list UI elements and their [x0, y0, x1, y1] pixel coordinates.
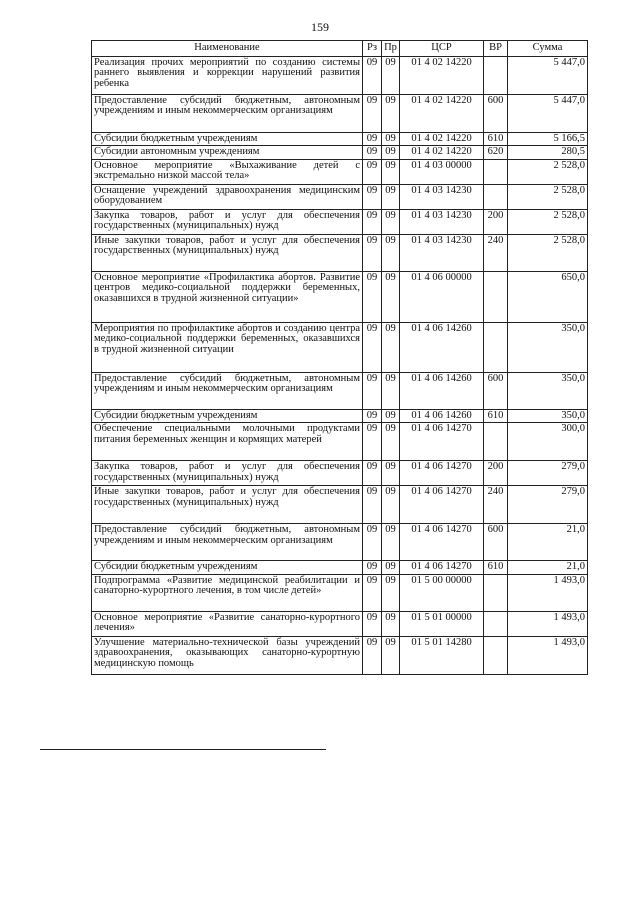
cell-vr: [484, 322, 508, 372]
column-header-sum: Сумма: [508, 41, 588, 57]
cell-csr: 01 5 01 14280: [400, 636, 484, 674]
cell-sum: 2 528,0: [508, 234, 588, 271]
cell-sum: 279,0: [508, 486, 588, 524]
table-body: [92, 56, 588, 674]
cell-rz: 09: [363, 234, 382, 271]
cell-pr: 09: [382, 636, 400, 674]
cell-pr: 09: [382, 561, 400, 575]
cell-sum: 5 447,0: [508, 56, 588, 94]
cell-pr: 09: [382, 423, 400, 461]
cell-sum: 2 528,0: [508, 209, 588, 234]
cell-csr: 01 4 06 14260: [400, 322, 484, 372]
table-row: [92, 461, 588, 486]
table-row: [92, 409, 588, 423]
table-row: [92, 636, 588, 674]
cell-rz: 09: [363, 184, 382, 209]
cell-csr: 01 4 02 14220: [400, 94, 484, 132]
cell-csr: 01 4 03 00000: [400, 159, 484, 184]
cell-csr: 01 4 06 14270: [400, 486, 484, 524]
cell-name: Основное мероприятие «Выхаживание детей с экстремально низкой массой тела»: [92, 159, 363, 184]
cell-csr: 01 5 00 00000: [400, 574, 484, 611]
cell-rz: 09: [363, 524, 382, 561]
cell-rz: 09: [363, 611, 382, 636]
cell-vr: [484, 611, 508, 636]
cell-pr: 09: [382, 486, 400, 524]
cell-sum: 1 493,0: [508, 574, 588, 611]
budget-table: [91, 40, 588, 675]
cell-name: Иные закупки товаров, работ и услуг для обеспечения государственных (муниципальных) нужд: [92, 486, 363, 524]
cell-pr: 09: [382, 574, 400, 611]
cell-pr: 09: [382, 271, 400, 322]
cell-rz: 09: [363, 561, 382, 575]
cell-name: Подпрограмма «Развитие медицинской реабилитации и санаторно-курортного лечения, в том числе детей»: [92, 574, 363, 611]
column-header-rz: Рз: [363, 41, 382, 57]
table-row: [92, 184, 588, 209]
cell-rz: 09: [363, 146, 382, 160]
table-row: [92, 372, 588, 409]
column-header-csr: ЦСР: [400, 41, 484, 57]
cell-name: Закупка товаров, работ и услуг для обеспечения государственных (муниципальных) нужд: [92, 209, 363, 234]
cell-name: Субсидии бюджетным учреждениям: [92, 409, 363, 423]
table-row: [92, 561, 588, 575]
cell-name: Закупка товаров, работ и услуг для обеспечения государственных (муниципальных) нужд: [92, 461, 363, 486]
cell-csr: 01 4 02 14220: [400, 56, 484, 94]
table-row: [92, 271, 588, 322]
table-row: [92, 146, 588, 160]
cell-pr: 09: [382, 184, 400, 209]
cell-csr: 01 4 06 14270: [400, 423, 484, 461]
cell-vr: 600: [484, 94, 508, 132]
cell-vr: 610: [484, 132, 508, 146]
cell-vr: 610: [484, 409, 508, 423]
cell-vr: 200: [484, 461, 508, 486]
table-row: [92, 322, 588, 372]
cell-vr: [484, 574, 508, 611]
cell-sum: 279,0: [508, 461, 588, 486]
cell-vr: [484, 184, 508, 209]
cell-name: Основное мероприятие «Профилактика абортов. Развитие центров медико-социальной поддержки беременных, оказавшихся в трудной жизненной ситуации»: [92, 271, 363, 322]
cell-sum: 280,5: [508, 146, 588, 160]
cell-name: Мероприятия по профилактике абортов и созданию центра медико-социальной поддержки беременных, оказавшихся в трудной жизненной ситуации: [92, 322, 363, 372]
cell-name: Субсидии бюджетным учреждениям: [92, 561, 363, 575]
cell-pr: 09: [382, 56, 400, 94]
column-header-vr: ВР: [484, 41, 508, 57]
table-row: [92, 524, 588, 561]
cell-vr: [484, 56, 508, 94]
table-row: [92, 611, 588, 636]
cell-sum: 650,0: [508, 271, 588, 322]
cell-vr: [484, 636, 508, 674]
cell-name: Субсидии бюджетным учреждениям: [92, 132, 363, 146]
column-header-name: Наименование: [92, 41, 363, 57]
cell-csr: 01 4 06 14270: [400, 524, 484, 561]
page-number: 159: [311, 20, 329, 34]
cell-name: Обеспечение специальными молочными продуктами питания беременных женщин и кормящих матерей: [92, 423, 363, 461]
cell-sum: 350,0: [508, 322, 588, 372]
cell-rz: 09: [363, 56, 382, 94]
cell-sum: 5 166,5: [508, 132, 588, 146]
cell-sum: 2 528,0: [508, 184, 588, 209]
cell-pr: 09: [382, 409, 400, 423]
table-row: [92, 56, 588, 94]
table-row: [92, 159, 588, 184]
table-header-row: [92, 41, 588, 57]
cell-vr: [484, 271, 508, 322]
cell-csr: 01 4 06 14260: [400, 372, 484, 409]
cell-pr: 09: [382, 209, 400, 234]
cell-csr: 01 4 03 14230: [400, 234, 484, 271]
cell-pr: 09: [382, 322, 400, 372]
cell-pr: 09: [382, 146, 400, 160]
bottom-rule: [40, 749, 326, 750]
cell-csr: 01 4 02 14220: [400, 146, 484, 160]
cell-rz: 09: [363, 159, 382, 184]
cell-vr: 240: [484, 486, 508, 524]
cell-rz: 09: [363, 271, 382, 322]
cell-rz: 09: [363, 132, 382, 146]
table-row: [92, 209, 588, 234]
cell-vr: 620: [484, 146, 508, 160]
cell-name: Основное мероприятие «Развитие санаторно-курортного лечения»: [92, 611, 363, 636]
cell-vr: [484, 423, 508, 461]
cell-pr: 09: [382, 611, 400, 636]
cell-rz: 09: [363, 423, 382, 461]
cell-csr: 01 4 06 14270: [400, 561, 484, 575]
cell-csr: 01 4 06 14260: [400, 409, 484, 423]
cell-vr: [484, 159, 508, 184]
cell-sum: 21,0: [508, 561, 588, 575]
cell-csr: 01 5 01 00000: [400, 611, 484, 636]
cell-sum: 350,0: [508, 409, 588, 423]
cell-rz: 09: [363, 574, 382, 611]
cell-sum: 2 528,0: [508, 159, 588, 184]
cell-csr: 01 4 03 14230: [400, 184, 484, 209]
cell-csr: 01 4 03 14230: [400, 209, 484, 234]
cell-rz: 09: [363, 209, 382, 234]
cell-name: Улучшение материально-технической базы учреждений здравоохранения, оказывающих санаторно-курортную медицинскую помощь: [92, 636, 363, 674]
cell-csr: 01 4 06 00000: [400, 271, 484, 322]
cell-pr: 09: [382, 461, 400, 486]
cell-name: Субсидии автономным учреждениям: [92, 146, 363, 160]
cell-vr: 200: [484, 209, 508, 234]
table-row: [92, 234, 588, 271]
cell-rz: 09: [363, 486, 382, 524]
cell-pr: 09: [382, 94, 400, 132]
table-row: [92, 132, 588, 146]
cell-vr: 600: [484, 524, 508, 561]
cell-sum: 5 447,0: [508, 94, 588, 132]
cell-name: Реализация прочих мероприятий по созданию системы раннего выявления и коррекции нарушений развития ребенка: [92, 56, 363, 94]
cell-vr: 610: [484, 561, 508, 575]
cell-rz: 09: [363, 372, 382, 409]
cell-sum: 350,0: [508, 372, 588, 409]
cell-vr: 240: [484, 234, 508, 271]
table-row: [92, 94, 588, 132]
cell-sum: 21,0: [508, 524, 588, 561]
cell-pr: 09: [382, 372, 400, 409]
cell-name: Предоставление субсидий бюджетным, автономным учреждениям и иным некоммерческим организациям: [92, 372, 363, 409]
column-header-pr: Пр: [382, 41, 400, 57]
cell-vr: 600: [484, 372, 508, 409]
cell-name: Оснащение учреждений здравоохранения медицинским оборудованием: [92, 184, 363, 209]
cell-sum: 300,0: [508, 423, 588, 461]
table-row: [92, 486, 588, 524]
table-row: [92, 574, 588, 611]
cell-sum: 1 493,0: [508, 611, 588, 636]
cell-rz: 09: [363, 322, 382, 372]
cell-sum: 1 493,0: [508, 636, 588, 674]
cell-name: Предоставление субсидий бюджетным, автономным учреждениям и иным некоммерческим организациям: [92, 524, 363, 561]
cell-pr: 09: [382, 159, 400, 184]
cell-pr: 09: [382, 524, 400, 561]
table-row: [92, 423, 588, 461]
cell-rz: 09: [363, 461, 382, 486]
cell-rz: 09: [363, 636, 382, 674]
cell-pr: 09: [382, 234, 400, 271]
cell-name: Иные закупки товаров, работ и услуг для обеспечения государственных (муниципальных) нужд: [92, 234, 363, 271]
cell-name: Предоставление субсидий бюджетным, автономным учреждениям и иным некоммерческим организациям: [92, 94, 363, 132]
cell-pr: 09: [382, 132, 400, 146]
cell-rz: 09: [363, 409, 382, 423]
cell-csr: 01 4 02 14220: [400, 132, 484, 146]
cell-rz: 09: [363, 94, 382, 132]
cell-csr: 01 4 06 14270: [400, 461, 484, 486]
